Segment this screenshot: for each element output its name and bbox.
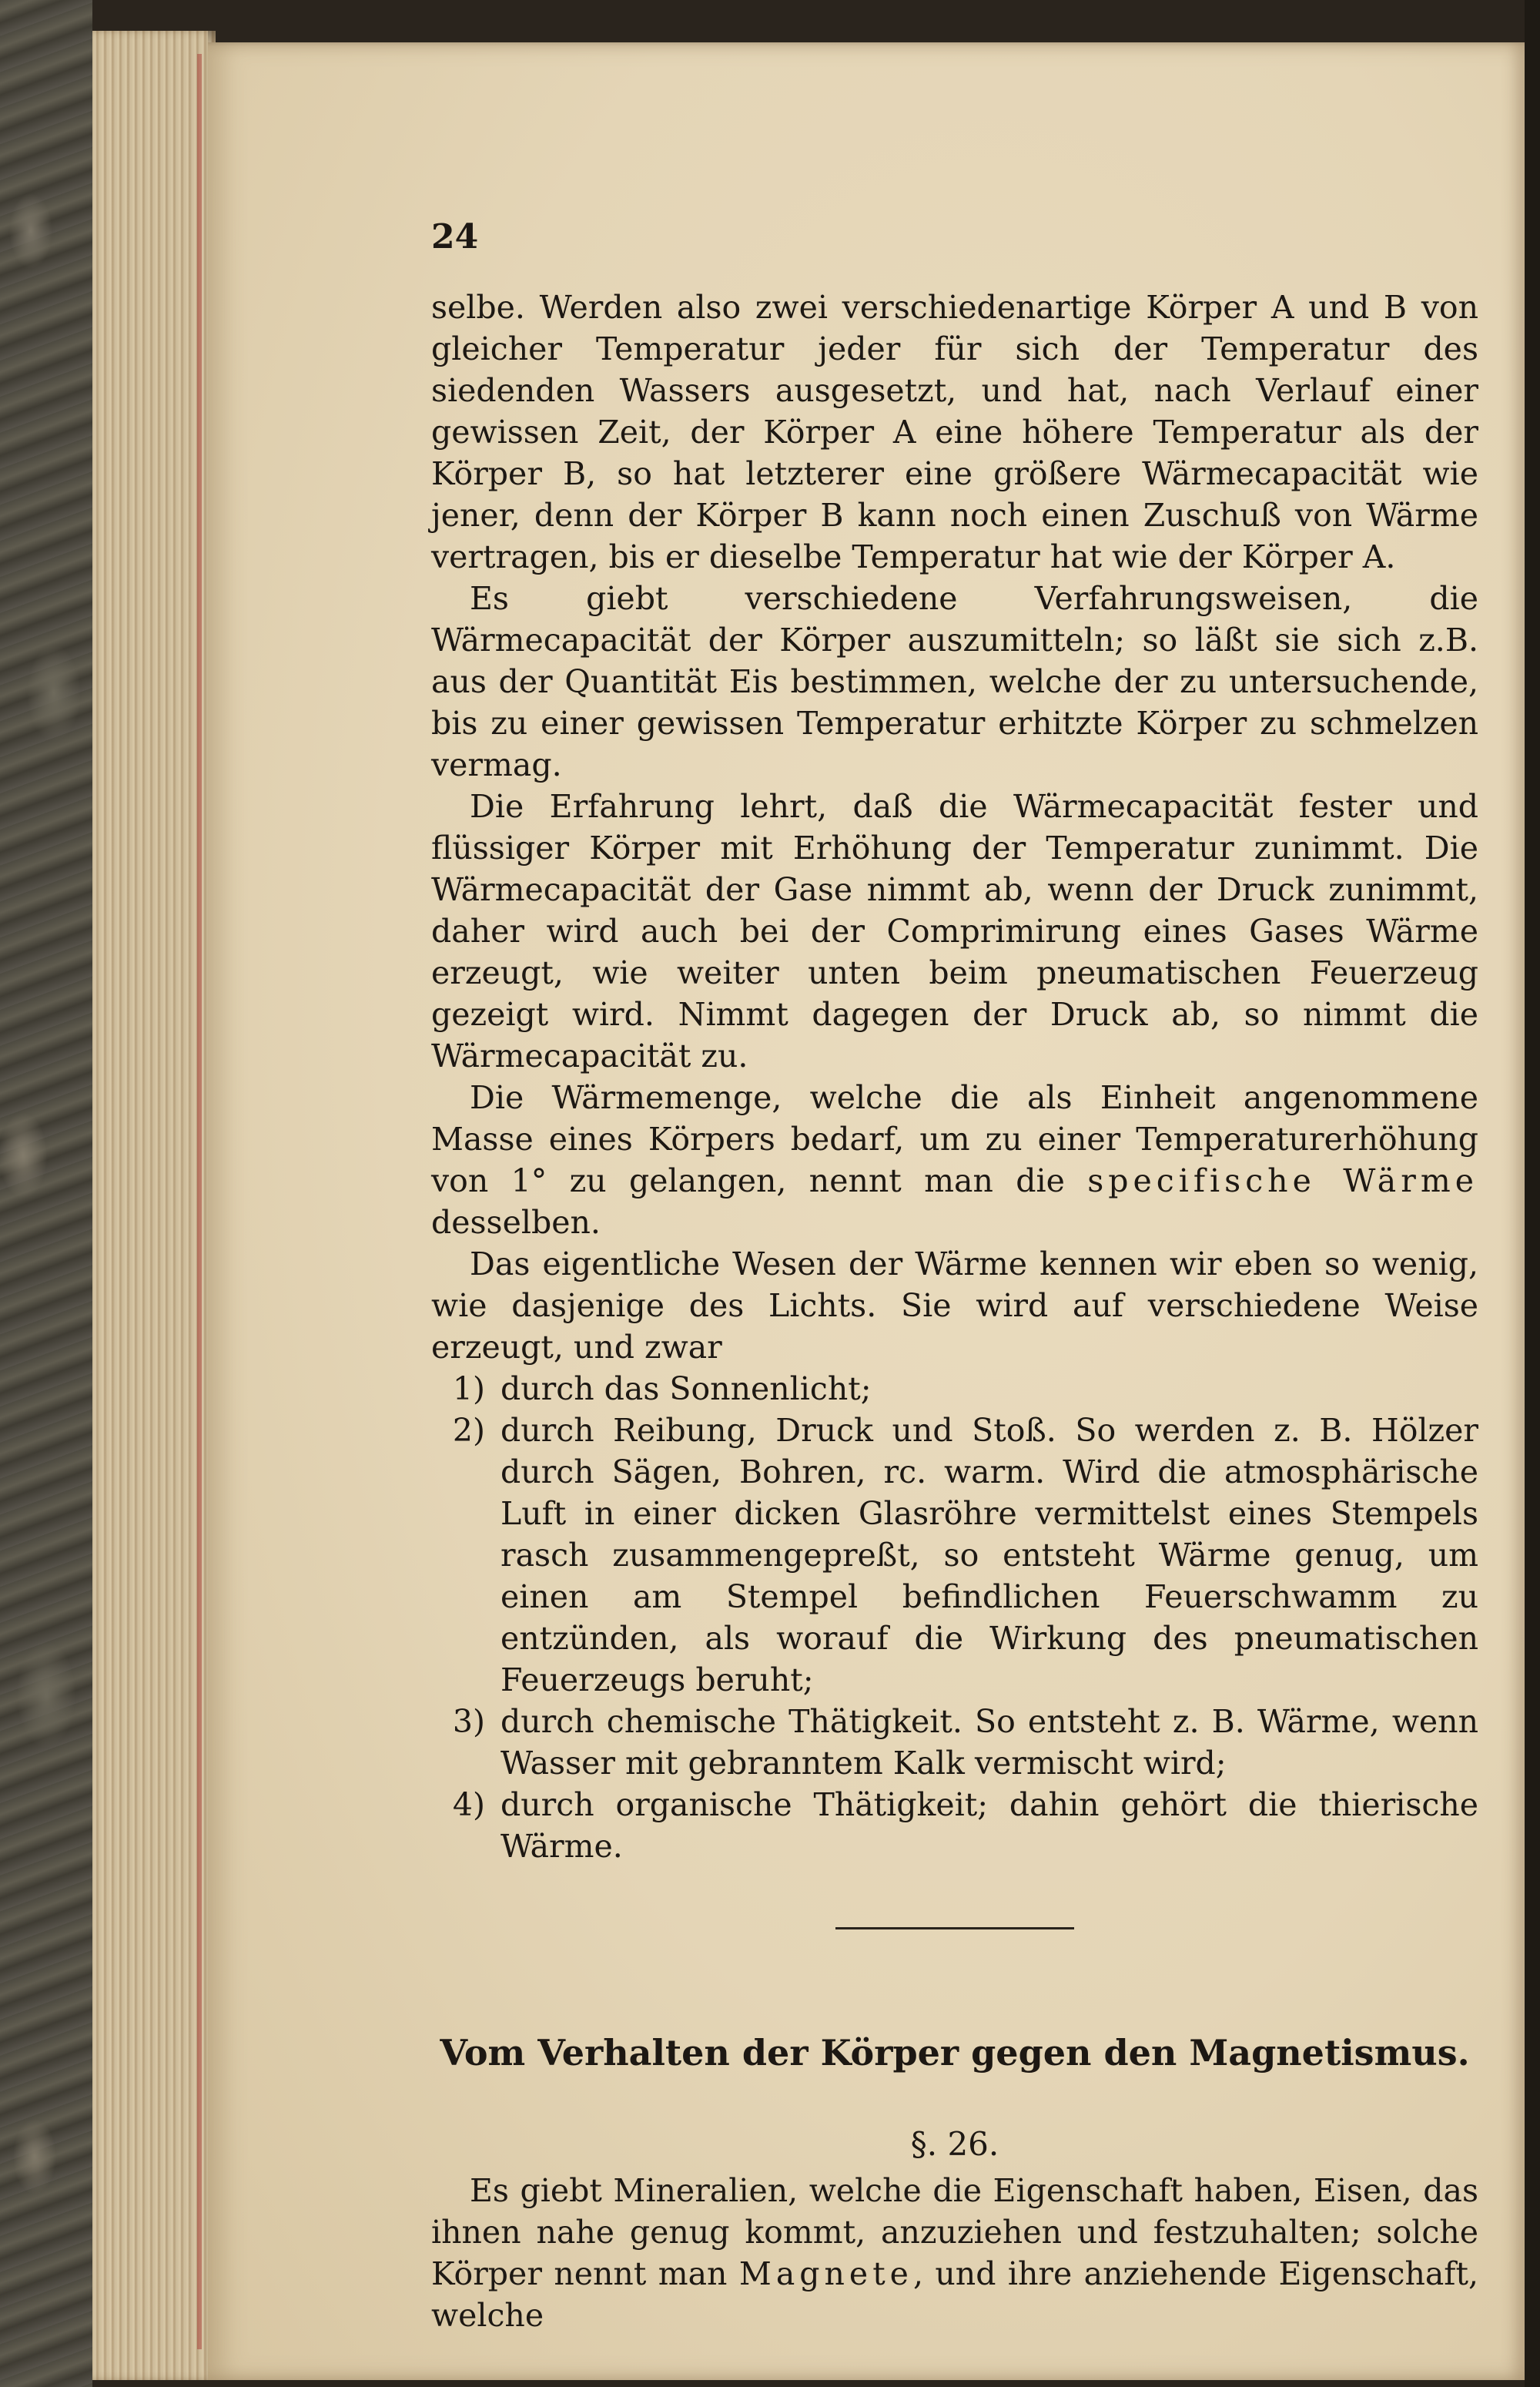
- list-text: durch organische Thätigkeit; dahin gehört die thierische Wärme.: [500, 1786, 1478, 1865]
- section-divider: [835, 1927, 1074, 1929]
- heat-sources-list: [431, 1368, 1478, 1867]
- specific-heat-term: specifische Wärme: [1087, 1162, 1478, 1199]
- paragraph-nature-of-heat: Das eigentliche Wesen der Wärme kennen wir eben so wenig, wie dasjenige des Lichts. Sie wird auf verschiedene Weise erzeugt, und zwar: [431, 1245, 1478, 1366]
- page-number: 24: [431, 217, 479, 256]
- section-number: §. 26.: [910, 2125, 999, 2163]
- paragraph-specific-heat: [431, 1077, 1478, 1243]
- list-item: [431, 1784, 1478, 1867]
- list-text: durch das Sonnenlicht;: [500, 1370, 872, 1407]
- list-item: [431, 1368, 1478, 1410]
- paragraph-experience: Die Erfahrung lehrt, daß die Wärmecapacität fester und flüssiger Körper mit Erhöhung der Temperatur zunimmt. Die Wärmecapacität der Gase nimmt ab, wenn der Druck zunimmt, daher wird auch bei der Comprimirung eines Gases Wärme erzeugt, wie weiter unten beim pneumatischen Feuerzeug gezeigt wird. Nimmt dagegen der Druck ab, so nimmt die Wärmecapacität zu.: [431, 788, 1478, 1074]
- section-title: Vom Verhalten der Körper gegen den Magnetismus.: [440, 2032, 1470, 2074]
- paragraph-magnets: [431, 2170, 1478, 2336]
- list-number: 1): [452, 1370, 485, 1407]
- book-cover-edge: [0, 0, 92, 2387]
- list-item: [431, 1410, 1478, 1701]
- paragraph-capacity-example: selbe. Werden also zwei verschiedenartige Körper A und B von gleicher Temperatur jeder für sich der Temperatur des siedenden Wassers ausgesetzt, und hat, nach Verlauf einer gewissen Zeit, der Körper A eine höhere Temperatur als der Körper B, so hat letzterer eine größere Wärmecapacität wie jener, denn der Körper B kann noch einen Zuschuß von Wärme vertragen, bis er dieselbe Temperatur hat wie der Körper A.: [431, 289, 1478, 575]
- list-text: durch Reibung, Druck und Stoß. So werden z. B. Hölzer durch Sägen, Bohren, rc. warm. Wird die atmosphärische Luft in einer dicken Glasröhre vermittelst eines Stempels rasch zusammengepreßt, so entsteht Wärme genug, um einen am Stempel befindlichen Feuerschwamm zu entzünden, als worauf die Wirkung des pneumatischen Feuerzeugs beruht;: [500, 1412, 1478, 1698]
- list-text: durch chemische Thätigkeit. So entsteht z. B. Wärme, wenn Wasser mit gebranntem Kalk vermischt wird;: [500, 1703, 1478, 1782]
- specific-heat-before: Die Wärmemenge, welche die als Einheit angenommene Masse eines Körpers bedarf, um zu einer Temperaturerhöhung von 1° zu gelangen, nennt man die: [431, 1079, 1478, 1199]
- list-item: [431, 1701, 1478, 1784]
- specific-heat-after: desselben.: [431, 1204, 601, 1241]
- page-content: [431, 287, 1478, 2336]
- magnets-text-after: , und ihre anziehende Eigenschaft, welche: [431, 2255, 1478, 2334]
- list-number: 2): [452, 1412, 485, 1449]
- page-edges: [92, 31, 216, 2380]
- paragraph-measurement: Es giebt verschiedene Verfahrungsweisen, die Wärmecapacität der Körper auszumitteln; so läßt sie sich z.B. aus der Quantität Eis bestimmen, welche der zu untersuchende, bis zu einer gewissen Temperatur erhitzte Körper zu schmelzen vermag.: [431, 580, 1478, 783]
- magnets-term: Magnete: [738, 2255, 913, 2292]
- list-number: 3): [452, 1703, 485, 1740]
- top-shadow: [208, 0, 1540, 46]
- magnets-text-before: Es giebt Mineralien, welche die Eigenschaft haben, Eisen, das ihnen nahe genug kommt, anzuziehen und festzuhalten; solche Körper nennt man: [431, 2172, 1478, 2292]
- right-edge: [1525, 0, 1540, 2387]
- list-number: 4): [452, 1786, 485, 1823]
